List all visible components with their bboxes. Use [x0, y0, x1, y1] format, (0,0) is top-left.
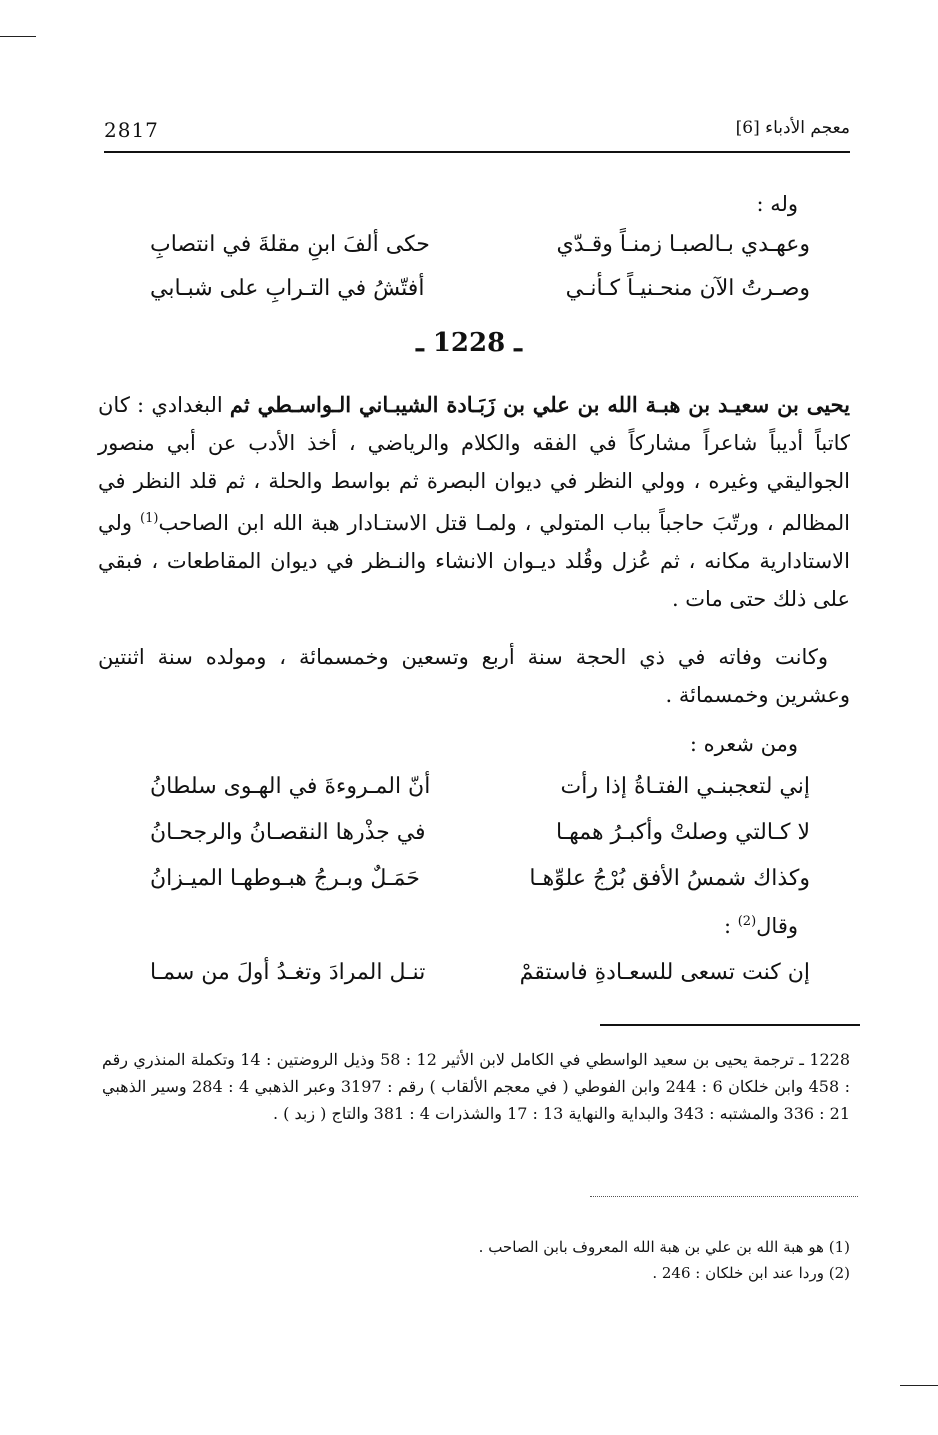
hemistich-second: حَمَـلٌ وبـرجُ هبـوطهـا الميـزانُ [150, 866, 420, 891]
biography-text-cont: ولي الاستادارية مكانه ، ثم عُزل وقُلد ديـوان الانشاء والنـظر في ديوان المقاطعات ، فبقي على ذلك حتى مات . [98, 511, 850, 611]
header-rule [104, 151, 850, 153]
book-title: معجم الأدباء [6] [735, 118, 850, 138]
sources-footnote: 1228 ـ ترجمة يحيى بن سعيد الواسطي في الكامل لابن الأثير 12 : 58 وذيل الروضتين : 14 وتكملة المنذري رقم : 458 وابن خلكان 6 : 244 وابن الفوطي ( في معجم الألقاب ) رقم : 3197 وعبر الذهبي 4 : 284 وسير الذهبي 21 : 336 والمشتبه : 343 والبداية والنهاية 13 : 17 والشذرات 4 : 381 والتاج ( زبد ) . [102, 1050, 851, 1123]
poem1-verse-2 [150, 276, 810, 316]
hemistich-second: أفتّشُ في التـرابِ على شبـابي [150, 276, 425, 301]
subject-name: يحيى بن سعيـد بن هبـة الله بن علي بن زَبَـادة الشيبـاني الـواسـطي ثم [229, 392, 850, 417]
said-colon: : [723, 914, 738, 938]
note-2: (2) وردا عند ابن خلكان : 246 . [652, 1264, 850, 1282]
hemistich-second: حكى ألفَ ابنِ مقلةَ في انتصابِ [150, 232, 430, 257]
poem1-verse-1 [150, 232, 810, 272]
death-paragraph: وكانت وفاته في ذي الحجة سنة أربع وتسعين وخمسمائة ، ومولده سنة اثنتين وعشرين وخمسمائة . [98, 645, 850, 707]
hemistich-first: لا كـالتي وصلتْ وأكبـرُ همهـا [555, 820, 810, 845]
poem2-verse-1 [150, 774, 810, 814]
footnote-ref-2: (2) [737, 914, 757, 929]
hemistich-second: أنّ المـروءةَ في الهـوى سلطانُ [150, 774, 431, 799]
hemistich-first: وعهـدي بـالصبـا زمنـاً وقـدّي [556, 232, 810, 257]
hemistich-second: في جذْرها النقصـانُ والرجحـانُ [150, 820, 426, 845]
dotted-separator [590, 1196, 858, 1197]
poem2-verse-3 [150, 866, 810, 906]
poem3-verse-1 [150, 960, 810, 1000]
poetry-label: ومن شعره : [689, 732, 798, 756]
footnote-rule [600, 1024, 860, 1026]
entry-number: ـ 1228 ـ [416, 328, 522, 358]
note-1: (1) هو هبة الله بن علي بن هبة الله المعروف بابن الصاحب . [478, 1238, 850, 1256]
corner-mark-top [0, 36, 36, 37]
hemistich-first: إني لتعجبنـي الفتـاةُ إذا رأت [560, 774, 810, 799]
hemistich-first: وصـرتُ الآن منحـنيـاً كـأنـي [565, 276, 810, 301]
page-number: 2817 [104, 118, 159, 142]
poem2-verse-2 [150, 820, 810, 860]
biography-paragraph [98, 386, 850, 618]
corner-mark-bottom [900, 1385, 938, 1386]
hemistich-first: وكذاك شمسُ الأفق بُرْجُ علوِّهـا [529, 866, 810, 891]
page-header [104, 118, 850, 148]
hemistich-first: إن كنت تسعى للسعـادةِ فاستقمْ [519, 960, 810, 985]
biography-text: البغدادي : كان كاتباً أديباً شاعراً مشاركاً في الفقه والكلام والرياضي ، أخذ الأدب عن أبي منصور الجواليقي وغيره ، وولي النظر في ديوان البصرة ثم بواسط والحلة ، ثم قلد النظر في المظالم ، ورتّبَ حاجباً بباب المتولي ، ولمـا قتل الاستـادار هبة الله ابن الصاحب [98, 393, 851, 535]
hemistich-second: تنـل المرادَ وتغـدُ أولَ من سمـا [150, 960, 426, 985]
said-label [724, 914, 798, 938]
said-text: وقال [756, 914, 798, 938]
footnote-ref-1: (1) [140, 511, 159, 526]
intro-label: وله : [756, 192, 798, 216]
